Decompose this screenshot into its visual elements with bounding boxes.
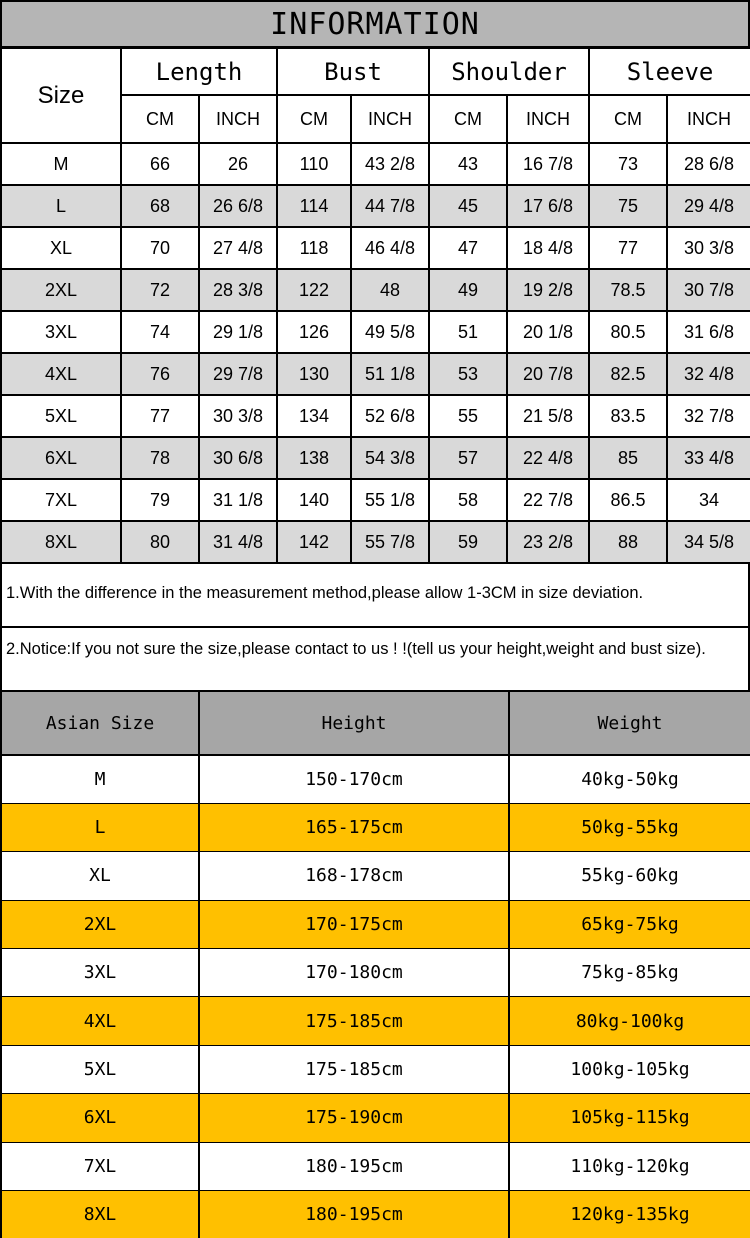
shoulder-cm-cell: 45	[429, 185, 507, 227]
asian-size-cell: 3XL	[1, 949, 199, 997]
sleeve-inch-cell: 34	[667, 479, 750, 521]
sleeve-cm-cell: 86.5	[589, 479, 667, 521]
shoulder-cm-cell: 53	[429, 353, 507, 395]
bust-inch-cell: 44 7/8	[351, 185, 429, 227]
length-inch-cell: 30 6/8	[199, 437, 277, 479]
length-cm-cell: 76	[121, 353, 199, 395]
asian-size-cell: 5XL	[1, 1045, 199, 1093]
weight-cell: 75kg-85kg	[509, 949, 750, 997]
bust-cm-cell: 114	[277, 185, 351, 227]
shoulder-inch-cell: 19 2/8	[507, 269, 589, 311]
sleeve-inch-cell: 33 4/8	[667, 437, 750, 479]
length-header: Length	[121, 48, 277, 95]
height-header: Height	[199, 691, 509, 755]
bust-inch-cell: 46 4/8	[351, 227, 429, 269]
table-row	[1, 997, 750, 1045]
shoulder-inch-cell: 21 5/8	[507, 395, 589, 437]
size-cell: 4XL	[1, 353, 121, 395]
shoulder-inch-cell: 22 4/8	[507, 437, 589, 479]
bust-inch-cell: 55 7/8	[351, 521, 429, 563]
shoulder-inch-cell: 23 2/8	[507, 521, 589, 563]
sleeve-inch-cell: 30 7/8	[667, 269, 750, 311]
shoulder-cm-cell: 57	[429, 437, 507, 479]
size-cell: 7XL	[1, 479, 121, 521]
length-cm-cell: 80	[121, 521, 199, 563]
asian-size-table	[0, 690, 750, 1238]
sleeve-cm-cell: 88	[589, 521, 667, 563]
length-inch-cell: 31 1/8	[199, 479, 277, 521]
sleeve-cm-cell: 77	[589, 227, 667, 269]
shoulder-inch-cell: 20 1/8	[507, 311, 589, 353]
table-row	[1, 311, 750, 353]
length-cm-cell: 70	[121, 227, 199, 269]
sleeve-inch-cell: 30 3/8	[667, 227, 750, 269]
bust-inch-cell: 51 1/8	[351, 353, 429, 395]
table-row	[1, 395, 750, 437]
bust-cm-cell: 118	[277, 227, 351, 269]
sleeve-cm-cell: 78.5	[589, 269, 667, 311]
asian-size-cell: 2XL	[1, 900, 199, 948]
size-cell: L	[1, 185, 121, 227]
weight-cell: 105kg-115kg	[509, 1094, 750, 1142]
length-inch-cell: 26	[199, 143, 277, 185]
bust-cm-header: CM	[277, 95, 351, 143]
shoulder-cm-cell: 43	[429, 143, 507, 185]
size-column-header: Size	[1, 48, 121, 143]
height-cell: 175-185cm	[199, 1045, 509, 1093]
bust-cm-cell: 134	[277, 395, 351, 437]
table-row	[1, 437, 750, 479]
length-inch-header: INCH	[199, 95, 277, 143]
length-inch-cell: 29 1/8	[199, 311, 277, 353]
length-cm-cell: 74	[121, 311, 199, 353]
asian-size-cell: 6XL	[1, 1094, 199, 1142]
height-cell: 150-170cm	[199, 755, 509, 803]
shoulder-cm-cell: 49	[429, 269, 507, 311]
size-cell: 5XL	[1, 395, 121, 437]
sleeve-inch-cell: 32 4/8	[667, 353, 750, 395]
note-measurement-deviation: 1.With the difference in the measurement method,please allow 1-3CM in size deviation.	[0, 562, 750, 626]
bust-cm-cell: 110	[277, 143, 351, 185]
asian-size-cell: 7XL	[1, 1142, 199, 1190]
table-row	[1, 1045, 750, 1093]
sleeve-header: Sleeve	[589, 48, 750, 95]
sleeve-cm-cell: 83.5	[589, 395, 667, 437]
weight-cell: 40kg-50kg	[509, 755, 750, 803]
length-inch-cell: 26 6/8	[199, 185, 277, 227]
table-row	[1, 521, 750, 563]
table-row	[1, 269, 750, 311]
table-row	[1, 755, 750, 803]
table-row	[1, 949, 750, 997]
length-inch-cell: 28 3/8	[199, 269, 277, 311]
height-cell: 170-180cm	[199, 949, 509, 997]
shoulder-inch-cell: 16 7/8	[507, 143, 589, 185]
sleeve-cm-cell: 82.5	[589, 353, 667, 395]
size-cell: 8XL	[1, 521, 121, 563]
page-title: INFORMATION	[0, 0, 750, 48]
bust-inch-cell: 52 6/8	[351, 395, 429, 437]
length-cm-cell: 78	[121, 437, 199, 479]
height-cell: 168-178cm	[199, 852, 509, 900]
bust-inch-cell: 55 1/8	[351, 479, 429, 521]
height-cell: 175-185cm	[199, 997, 509, 1045]
length-cm-cell: 77	[121, 395, 199, 437]
bust-cm-cell: 140	[277, 479, 351, 521]
sleeve-inch-header: INCH	[667, 95, 750, 143]
size-cell: 6XL	[1, 437, 121, 479]
length-cm-cell: 66	[121, 143, 199, 185]
shoulder-inch-cell: 18 4/8	[507, 227, 589, 269]
asian-size-cell: XL	[1, 852, 199, 900]
asian-size-cell: M	[1, 755, 199, 803]
height-cell: 175-190cm	[199, 1094, 509, 1142]
bust-inch-header: INCH	[351, 95, 429, 143]
asian-size-header: Asian Size	[1, 691, 199, 755]
size-table	[0, 47, 750, 564]
shoulder-cm-header: CM	[429, 95, 507, 143]
height-cell: 170-175cm	[199, 900, 509, 948]
length-inch-cell: 29 7/8	[199, 353, 277, 395]
bust-inch-cell: 48	[351, 269, 429, 311]
bust-inch-cell: 49 5/8	[351, 311, 429, 353]
sleeve-cm-cell: 73	[589, 143, 667, 185]
table-row	[1, 353, 750, 395]
table-row	[1, 1191, 750, 1238]
asian-size-cell: L	[1, 803, 199, 851]
weight-cell: 65kg-75kg	[509, 900, 750, 948]
sleeve-inch-cell: 31 6/8	[667, 311, 750, 353]
height-cell: 180-195cm	[199, 1142, 509, 1190]
size-cell: M	[1, 143, 121, 185]
size-cell: 3XL	[1, 311, 121, 353]
bust-cm-cell: 142	[277, 521, 351, 563]
bust-cm-cell: 138	[277, 437, 351, 479]
weight-cell: 80kg-100kg	[509, 997, 750, 1045]
table-row	[1, 852, 750, 900]
shoulder-inch-header: INCH	[507, 95, 589, 143]
sleeve-inch-cell: 29 4/8	[667, 185, 750, 227]
sleeve-cm-header: CM	[589, 95, 667, 143]
table-row	[1, 803, 750, 851]
height-cell: 180-195cm	[199, 1191, 509, 1238]
bust-cm-cell: 122	[277, 269, 351, 311]
sleeve-inch-cell: 32 7/8	[667, 395, 750, 437]
shoulder-inch-cell: 22 7/8	[507, 479, 589, 521]
length-inch-cell: 30 3/8	[199, 395, 277, 437]
bust-header: Bust	[277, 48, 429, 95]
height-cell: 165-175cm	[199, 803, 509, 851]
sleeve-inch-cell: 34 5/8	[667, 521, 750, 563]
table-row	[1, 185, 750, 227]
weight-cell: 100kg-105kg	[509, 1045, 750, 1093]
shoulder-cm-cell: 47	[429, 227, 507, 269]
asian-size-cell: 4XL	[1, 997, 199, 1045]
sleeve-cm-cell: 85	[589, 437, 667, 479]
length-inch-cell: 27 4/8	[199, 227, 277, 269]
sleeve-inch-cell: 28 6/8	[667, 143, 750, 185]
weight-cell: 110kg-120kg	[509, 1142, 750, 1190]
weight-header: Weight	[509, 691, 750, 755]
bust-inch-cell: 43 2/8	[351, 143, 429, 185]
shoulder-inch-cell: 17 6/8	[507, 185, 589, 227]
table-row	[1, 479, 750, 521]
length-cm-header: CM	[121, 95, 199, 143]
bust-cm-cell: 130	[277, 353, 351, 395]
length-cm-cell: 72	[121, 269, 199, 311]
shoulder-cm-cell: 55	[429, 395, 507, 437]
table-row	[1, 227, 750, 269]
shoulder-inch-cell: 20 7/8	[507, 353, 589, 395]
table-row	[1, 1142, 750, 1190]
length-inch-cell: 31 4/8	[199, 521, 277, 563]
weight-cell: 120kg-135kg	[509, 1191, 750, 1238]
sleeve-cm-cell: 75	[589, 185, 667, 227]
sleeve-cm-cell: 80.5	[589, 311, 667, 353]
length-cm-cell: 68	[121, 185, 199, 227]
table-row	[1, 1094, 750, 1142]
table-row	[1, 900, 750, 948]
asian-size-cell: 8XL	[1, 1191, 199, 1238]
weight-cell: 50kg-55kg	[509, 803, 750, 851]
shoulder-header: Shoulder	[429, 48, 589, 95]
shoulder-cm-cell: 51	[429, 311, 507, 353]
weight-cell: 55kg-60kg	[509, 852, 750, 900]
size-cell: XL	[1, 227, 121, 269]
bust-inch-cell: 54 3/8	[351, 437, 429, 479]
note-contact-us: 2.Notice:If you not sure the size,please contact to us ! !(tell us your height,weight and bust size).	[0, 626, 750, 690]
shoulder-cm-cell: 58	[429, 479, 507, 521]
table-row	[1, 143, 750, 185]
length-cm-cell: 79	[121, 479, 199, 521]
bust-cm-cell: 126	[277, 311, 351, 353]
shoulder-cm-cell: 59	[429, 521, 507, 563]
size-cell: 2XL	[1, 269, 121, 311]
